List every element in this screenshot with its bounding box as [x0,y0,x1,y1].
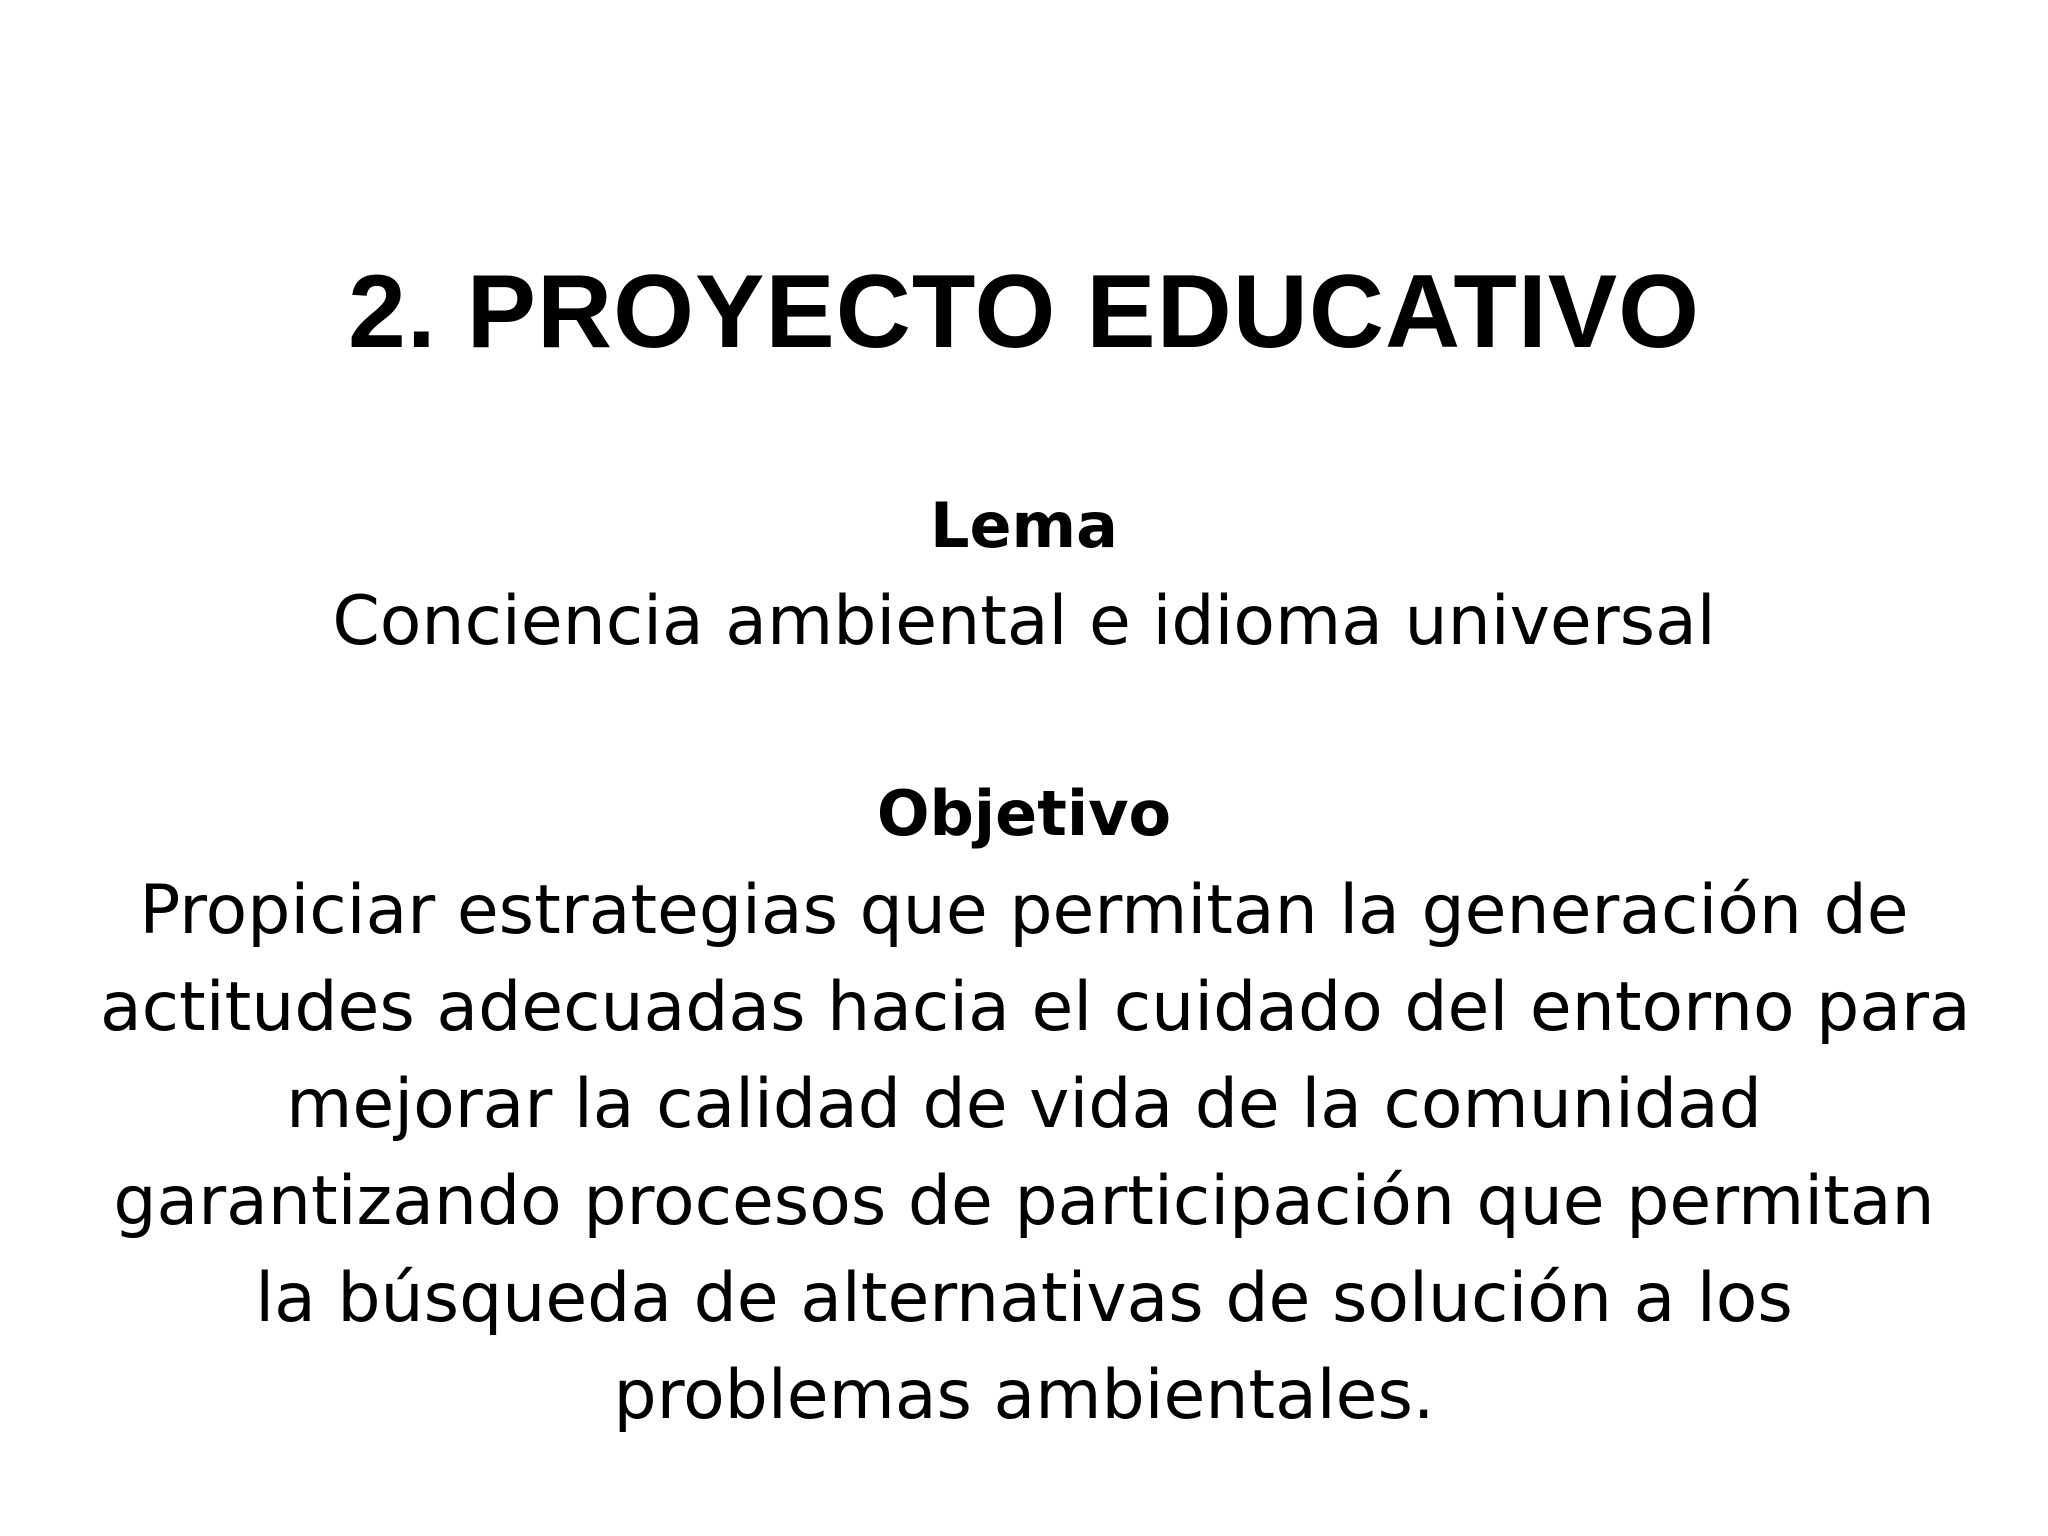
lema-section [100,478,1948,670]
objetivo-line: garantizando procesos de participación que permitan [113,1162,1935,1241]
objetivo-text [100,862,1971,1444]
objetivo-line: actitudes adecuadas hacia el cuidado del entorno para [100,968,1971,1047]
objetivo-line: Propiciar estrategias que permitan la generación de [139,871,1909,950]
objetivo-line: problemas ambientales. [613,1356,1435,1435]
slide-title: 2. PROYECTO EDUCATIVO [347,254,1701,370]
lema-heading: Lema [930,489,1118,562]
objetivo-line: mejorar la calidad de vida de la comunidad [286,1065,1762,1144]
objetivo-heading: Objetivo [876,777,1172,850]
objetivo-line: la búsqueda de alternativas de solución a los [255,1259,1793,1338]
objetivo-section [100,766,1971,1444]
lema-text: Conciencia ambiental e idioma universal [332,582,1716,661]
